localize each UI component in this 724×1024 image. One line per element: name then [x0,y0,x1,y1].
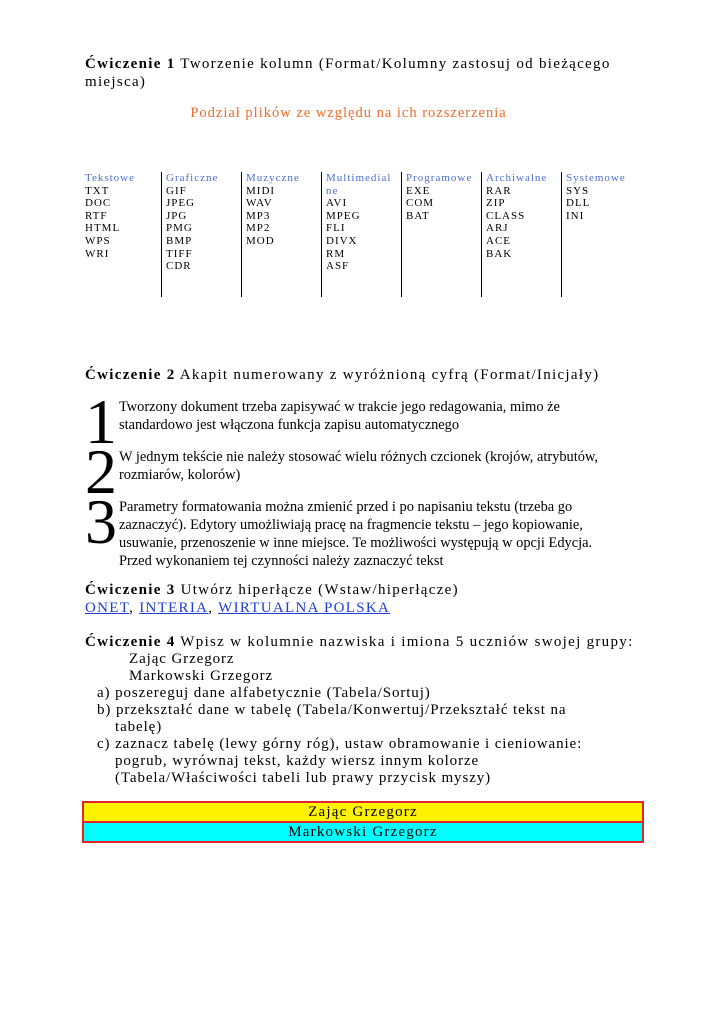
paragraph-line: Tworzony dokument trzeba zapisywać w trakcie jego redagowania, mimo że [119,399,560,415]
column-header: Tekstowe [85,172,135,184]
column-item: WPS [85,234,111,247]
ex2-text: Akapit numerowany z wyróżnioną cyfrą (Format/Inicjały) [175,367,600,383]
column-item: RAR [486,184,512,197]
step-c-continued: (Tabela/Właściwości tabeli lub prawy przycisk myszy) [115,770,492,786]
column-header: Systemowe [566,172,626,184]
table-row: Zając Grzegorz [84,803,642,823]
column-muzyczne [246,172,322,297]
column-item: MPEG [326,209,361,222]
column-multimedialne [326,172,402,297]
column-item: ARJ [486,222,509,235]
ex2-title [85,366,599,385]
initial-cap: 3 [85,486,117,557]
paragraph-line: zaznaczyć). Edytory umożliwiają pracę na fragmencie tekstu – jego kopiowanie, [119,517,583,533]
column-item: CDR [166,260,192,273]
column-header-continued: ne [326,184,339,197]
column-item: TXT [85,184,110,197]
column-item: MOD [246,234,275,247]
column-item: MP3 [246,209,271,222]
ex1-label: Ćwiczenie 1 [85,56,176,72]
step-c: c) zaznacz tabelę (lewy górny róg), ustaw obramowanie i cieniowanie: [97,736,583,752]
column-item: JPG [166,209,188,222]
paragraph-line: rozmiarów, kolorów) [119,467,241,483]
ex3-links [85,599,390,618]
column-item: HTML [85,222,121,235]
ex3-label: Ćwiczenie 3 [85,582,176,598]
ex1-title [85,55,611,74]
column-tekstowe [85,172,162,297]
column-item: AVI [326,197,348,210]
column-item: MP2 [246,222,271,235]
column-item: PMG [166,222,193,235]
link-separator: , [208,600,219,616]
link-wirtualna-polska[interactable]: WIRTUALNA POLSKA [218,600,391,616]
ex4-label: Ćwiczenie 4 [85,634,176,650]
ex1-text: Tworzenie kolumn (Format/Kolumny zastosuj od bieżącego [175,56,611,72]
link-separator: , [129,600,140,616]
column-item: BAK [486,247,513,260]
column-graficzne [166,172,242,297]
step-a: a) poszereguj dane alfabetycznie (Tabela/Sortuj) [97,685,431,701]
column-header: Graficzne [166,172,219,184]
column-programowe [406,172,482,297]
column-header: Archiwalne [486,172,548,184]
link-onet[interactable]: ONET [85,600,130,616]
table-row: Markowski Grzegorz [84,823,642,841]
column-item: ZIP [486,197,506,210]
link-interia[interactable]: INTERIA [139,600,209,616]
initial-cap: 2 [85,436,117,507]
name-entry: Zając Grzegorz [129,651,235,667]
step-c-continued: pogrub, wyrównaj tekst, każdy wiersz innym kolorze [115,753,480,769]
column-item: DLL [566,197,591,210]
paragraph-line: Przed wykonaniem tej czynności należy zaznaczyć tekst [119,553,444,569]
column-item: GIF [166,184,187,197]
column-item: DIVX [326,234,358,247]
paragraph-line: standardowo jest włączona funkcja zapisu automatycznego [119,417,460,433]
column-item: MIDI [246,184,276,197]
column-item: TIFF [166,247,193,260]
numbered-paragraph-3 [85,486,625,570]
step-b-continued: tabelę) [115,719,163,735]
column-item: ASF [326,260,350,273]
column-systemowe [566,172,641,297]
column-item: COM [406,197,435,210]
column-item: BAT [406,209,430,222]
column-item: WAV [246,197,273,210]
initial-cap: 1 [85,386,117,457]
paragraph-line: usuwanie, przenoszenie w inne miejsce. Te możliwości występują w opcji Edycja. [119,535,593,551]
column-item: RTF [85,209,108,222]
column-item: DOC [85,197,112,210]
column-item: INI [566,209,585,222]
column-item: FLI [326,222,346,235]
column-header: Programowe [406,172,473,184]
ex1-subtitle: Podział plików ze względu na ich rozszerzenia [190,105,507,121]
names-table [82,801,644,843]
ex3-title [85,581,459,600]
step-b: b) przekształć dane w tabelę (Tabela/Konwertuj/Przekształć tekst na [97,702,567,718]
column-item: EXE [406,184,431,197]
name-entry: Markowski Grzegorz [129,668,274,684]
paragraph-line: Parametry formatowania można zmienić przed i po napisaniu tekstu (trzeba go [119,499,573,515]
column-item: ACE [486,234,511,247]
column-header: Multimedial [326,172,392,184]
paragraph-line: W jednym tekście nie należy stosować wielu różnych czcionek (krojów, atrybutów, [119,449,598,465]
ex4-title [85,633,634,652]
ex2-label: Ćwiczenie 2 [85,367,176,383]
column-item: BMP [166,234,193,247]
column-archiwalne [486,172,562,297]
column-item: JPEG [166,197,196,210]
ex3-text: Utwórz hiperłącze (Wstaw/hiperłącze) [175,582,459,598]
column-item: WRI [85,247,110,260]
column-item: RM [326,247,346,260]
column-item: CLASS [486,209,526,222]
column-item: SYS [566,184,590,197]
ex4-text: Wpisz w kolumnie nazwiska i imiona 5 uczniów swojej grupy: [175,634,634,650]
column-header: Muzyczne [246,172,300,184]
ex1-title-line2: miejsca) [85,74,147,90]
